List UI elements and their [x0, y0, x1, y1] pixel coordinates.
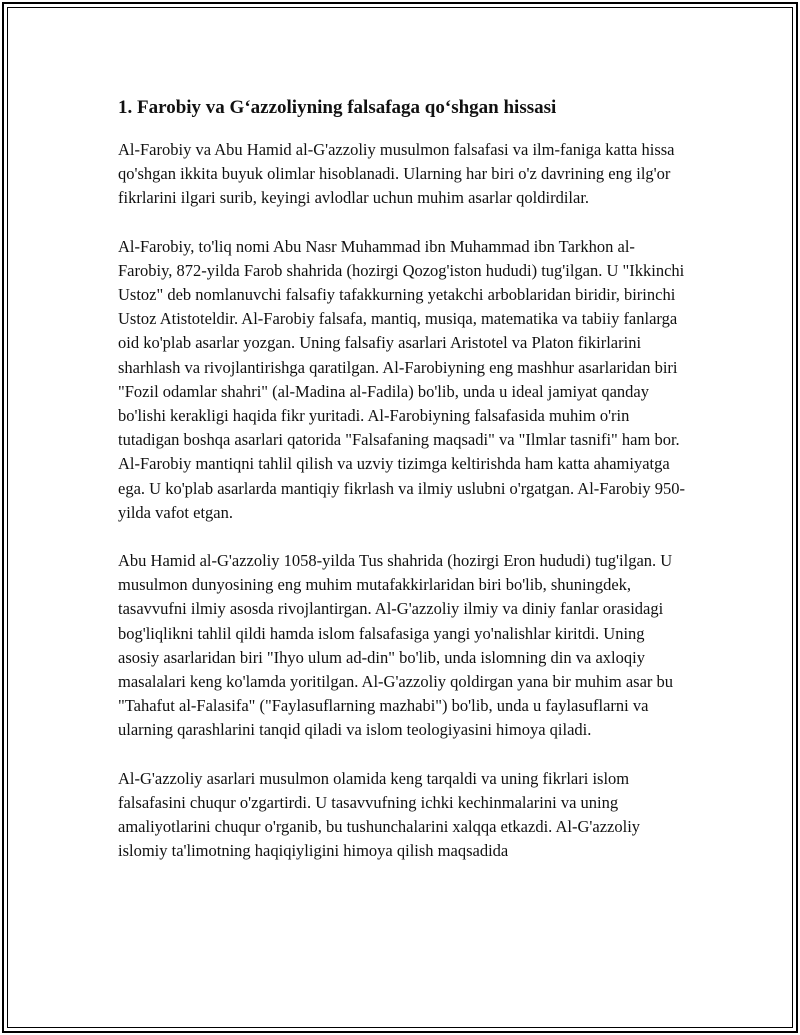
paragraph-gazzoliy: Abu Hamid al-G'azzoliy 1058-yilda Tus shahrida (hozirgi Eron hududi) tug'ilgan. U musulmon dunyosining eng muhim mutafakkirlaridan biri bo'lib, shuningdek, tasavvufni ilmiy asosda rivojlantirgan. Al-G'azzoliy ilmiy va diniy fanlar orasidagi bog'liqlikni tahlil qildi hamda islom falsafasiga yangi yo'nalishlar kiritdi. Uning asosiy asarlaridan biri "Ihyo ulum ad-din" bo'lib, unda islomning din va axloqiy masalalari keng ko'lamda yoritilgan. Al-G'azzoliy qoldirgan yana bir muhim asar bu "Tahafut al-Falasifa" ("Faylasuflarning mazhabi") bo'lib, unda u faylasuflarni va ularning qarashlarini tanqid qiladi va islom teologiyasini himoya qiladi.: [118, 551, 674, 740]
section-heading: 1. Farobiy va G‘azzoliyning falsafaga qo‘shgan hissasi: [118, 97, 557, 118]
paragraph-intro: Al-Farobiy va Abu Hamid al-G'azzoliy musulmon falsafasi va ilm-faniga katta hissa qo'shgan ikkita buyuk olimlar hisoblanadi. Ularning har biri o'z davrining eng ilg'or fikrlarini ilgari surib, keyingi avlodlar uchun muhim asarlar qoldirdilar.: [118, 140, 675, 208]
document-body: [118, 96, 688, 887]
paragraph-farobiy: Al-Farobiy, to'liq nomi Abu Nasr Muhammad ibn Muhammad ibn Tarkhon al-Farobiy, 872-yilda Farob shahrida (hozirgi Qozog'iston hududi) tug'ilgan. U "Ikkinchi Ustoz" deb nomlanuvchi falsafiy tafakkurning yetakchi arboblaridan biridir, birinchi Ustoz Atistoteldir. Al-Farobiy falsafa, mantiq, musiqa, matematika va tabiiy fanlarga oid ko'plab asarlar yozgan. Uning falsafiy asarlari Aristotel va Platon fikirlarini sharhlash va rivojlantirishga qaratilgan. Al-Farobiyning eng mashhur asarlaridan biri "Fozil odamlar shahri" (al-Madina al-Fadila) bo'lib, unda u ideal jamiyat qanday bo'lishi kerakligi haqida fikr yuritadi. Al-Farobiyning falsafasida muhim o'rin tutadigan boshqa asarlari qatorida "Falsafaning maqsadi" va "Ilmlar tasnifi" ham bor. Al-Farobiy mantiqni tahlil qilish va uzviy tizimga keltirishda ham katta ahamiyatga ega. U ko'plab asarlarda mantiqiy fikrlash va ilmiy uslubni o'rgatgan. Al-Farobiy 950-yilda vafot etgan.: [118, 236, 685, 522]
paragraph-gazzoliy-legacy: Al-G'azzoliy asarlari musulmon olamida keng tarqaldi va uning fikrlari islom falsafasini chuqur o'zgartirdi. U tasavvufning ichki kechinmalarini va uning amaliyotlarini chuqur o'rganib, bu tushunchalarini xalqqa etkazdi. Al-G'azzoliy islomiy ta'limotning haqiqiyligini himoya qilish maqsadida: [118, 768, 641, 861]
